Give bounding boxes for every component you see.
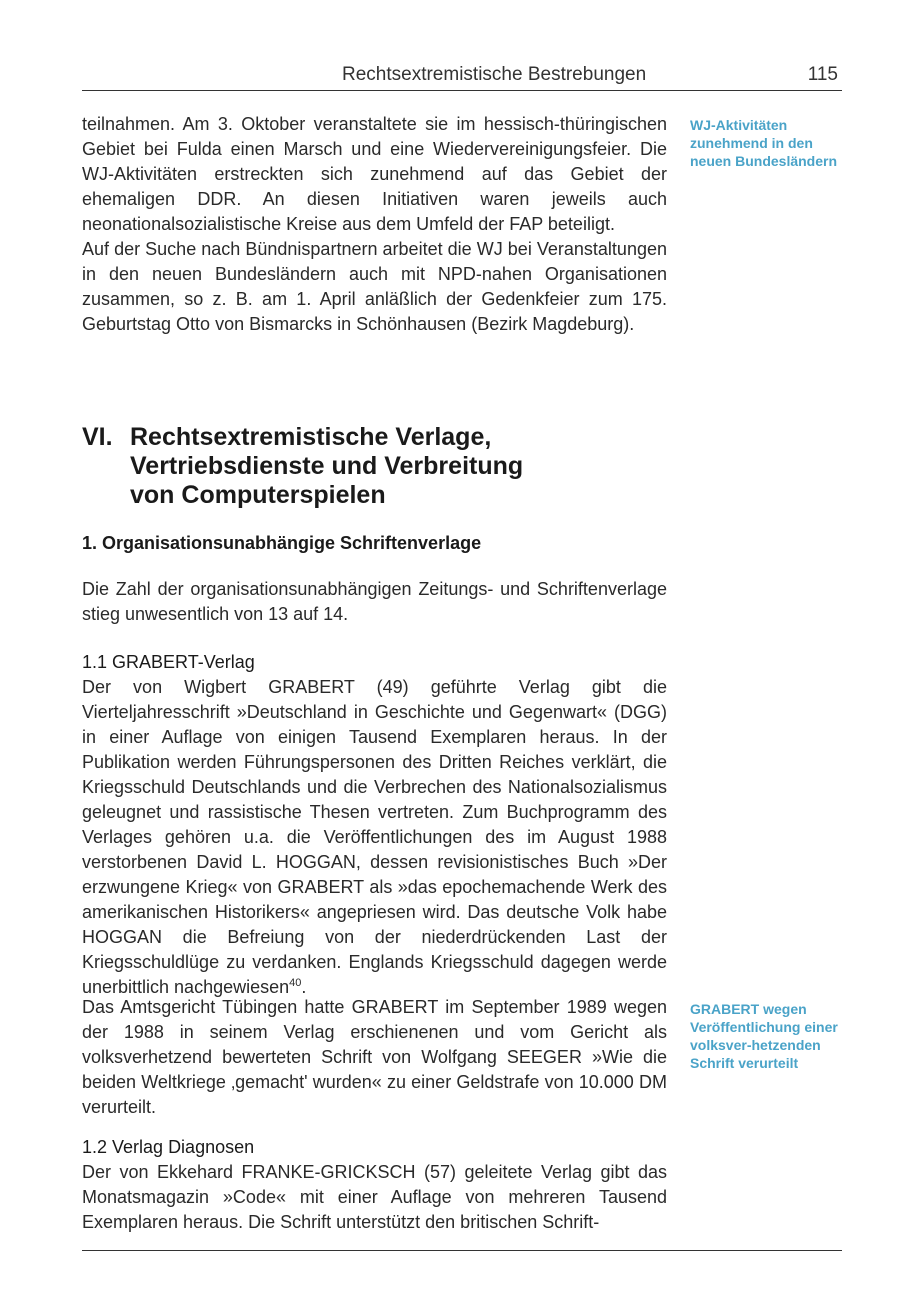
section-number: VI. xyxy=(82,423,113,451)
grabert-heading: 1.1 GRABERT-Verlag xyxy=(82,652,255,672)
section-title-line: Rechtsextremistische Verlage, xyxy=(130,423,492,451)
paragraph xyxy=(82,675,667,1000)
grabert-body: Der von Wigbert GRABERT (49) geführte Verlag gibt die Vierteljahresschrift »Deutschland in Geschichte und Gegenwart« (DGG) in einer Auflage von einigen Tausend Exemplaren heraus. In der Publikation werden Führungspersonen des Dritten Reiches verklärt, die Kriegsschuld Deutschlands und die Verbrechen des Nationalsozialismus geleugnet und rassistische Thesen vertreten. Zum Buchprogramm des Verlages gehören u.a. die Veröffentlichungen des im August 1988 verstorbenen David L. HOGGAN, dessen revisionistisches Buch »Der erzwungene Krieg« von GRABERT als »das epochemachende Werk des amerikanischen Historikers« angepriesen wird. Das deutsche Volk habe HOGGAN die Befreiung von der niederdrückenden Last der Kriegsschuldlüge zu verdanken. Englands Kriegsschuld dagegen werde unerbittlich nachgewiesen xyxy=(82,677,667,997)
court-paragraph-block xyxy=(82,995,667,1120)
sentence-end: . xyxy=(301,977,307,997)
paragraph: Auf der Suche nach Bündnispartnern arbeitet die WJ bei Veranstaltungen in den neuen Bundesländern auch mit NPD-nahen Organisationen zusammen, so z. B. am 1. April anläßlich der Gedenkfeier zum 175. Geburtstag Otto von Bismarcks in Schönhausen (Bezirk Magdeburg). xyxy=(82,239,667,334)
margin-note-grabert: GRABERT wegen Veröffentlichung einer volksver-hetzenden Schrift verurteilt xyxy=(690,1001,838,1071)
page-number: 115 xyxy=(807,64,838,85)
footer-divider xyxy=(82,1250,842,1251)
running-header xyxy=(82,62,842,91)
paragraph: Der von Ekkehard FRANKE-GRICKSCH (57) geleitete Verlag gibt das Monatsmagazin »Code« mit einer Auflage von mehreren Tausend Exemplaren heraus. Die Schrift unterstützt den britischen Schrift- xyxy=(82,1162,667,1232)
paragraph: Die Zahl der organisationsunabhängigen Zeitungs- und Schriftenverlage stieg unwesentlich von 13 auf 14. xyxy=(82,579,667,624)
grabert-section xyxy=(82,650,667,1000)
paragraph: Das Amtsgericht Tübingen hatte GRABERT im September 1989 wegen der 1988 in seinem Verlag erschienenen und vom Gericht als volksverhetzend bewerteten Schrift von Wolfgang SEEGER »Wie die beiden Weltkriege ‚gemacht' wurden« zu einer Geldstrafe von 10.000 DM verurteilt. xyxy=(82,997,667,1117)
section-title-line: Vertriebsdienste und Verbreitung xyxy=(130,452,524,480)
diagnosen-heading: 1.2 Verlag Diagnosen xyxy=(82,1137,255,1157)
footnote-marker: 40 xyxy=(289,977,302,989)
opening-text-block xyxy=(82,112,667,337)
diagnosen-section xyxy=(82,1135,667,1235)
subsection-intro xyxy=(82,577,667,627)
paragraph: teilnahmen. Am 3. Oktober veranstaltete sie im hessisch-thüringischen Gebiet bei Fulda einen Marsch und eine Wiedervereinigungsfeier. Die WJ-Aktivitäten erstreckten sich zunehmend auf das Gebiet der ehemaligen DDR. An diesen Initiativen waren jeweils auch neonationalsozialistische Kreise aus dem Umfeld der FAP beteiligt. xyxy=(82,114,667,234)
subsection-heading: 1. Organisationsunabhängige Schriftenverlage xyxy=(82,533,482,553)
margin-note-wj: WJ-Aktivitäten zunehmend in den neuen Bundesländern xyxy=(690,117,838,169)
section-title-line: von Computerspielen xyxy=(130,481,386,509)
header-title: Rechtsextremistische Bestrebungen xyxy=(342,64,647,85)
